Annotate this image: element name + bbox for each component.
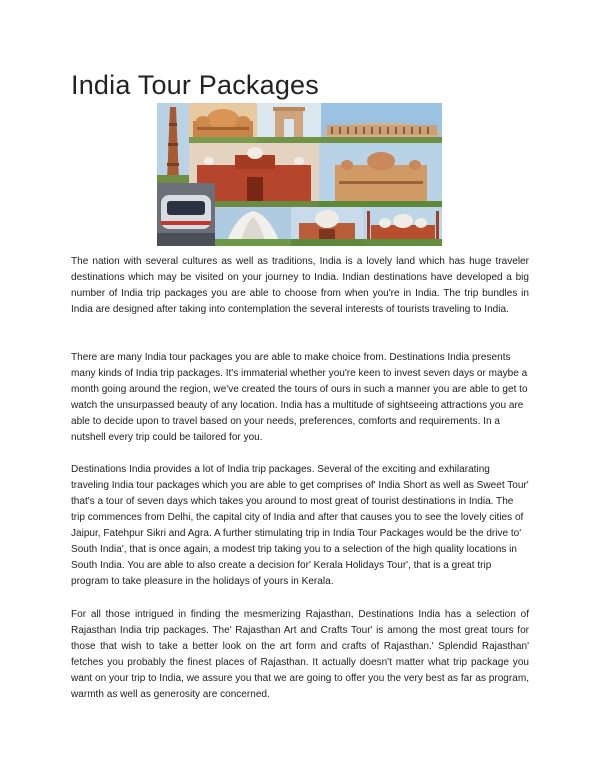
- paragraph-3: Destinations India provides a lot of India trip packages. Several of the exciting and exhilarating traveling India tour packages which you are able to get comprises of' India Short as well as Sweet Tour' that's a tour of seven days which takes you around to most great of tourist destinations in India. The trip commences from Delhi, the capital city of India and after that causes you to see the lovely cities of Jaipur, Fatehpur Sikri and Agra. A further stimulating trip in India Tour Packages would be the drive to' South India', that is once again, a modest trip taking you to a selection of the high quality locations in South India. You are able to also create a decision for' Kerala Holidays Tour', that is a great trip program to take pleasure in the holidays of yours in Kerala.: [71, 464, 529, 588]
- india-gate-tile: [257, 103, 321, 143]
- paragraph-4: For all those intrigued in finding the mesmerizing Rajasthan, Destinations India has a selection of Rajasthan India trip packages. The' Rajasthan Art and Crafts Tour' is among the most great tours for those that wish to take a better look on the art form and crafts of Rajasthan.' Splendid Rajasthan' fetches you probably the finest places of Rajasthan. It actually doesn't matter what trip package you want on your trip to India, we assure you that we are going to offer you the very best as far as program, warmth as well as generosity are concerned.: [71, 609, 529, 701]
- paragraph-1: The nation with several cultures as well as traditions, India is a lovely land which has huge traveler destinations which may be visited on your journey to India. Indian destinations have developed a big number of India trip packages you are able to choose from when you're in India. The trip bundles in India are designed after taking into contemplation the several interests of tourists traveling to India.: [71, 256, 529, 316]
- page-title: India Tour Packages: [71, 70, 319, 100]
- jama-masjid-tile: [363, 207, 442, 246]
- palace-tile: [319, 143, 442, 207]
- parliament-tile: [321, 103, 442, 143]
- humayun-tomb-tile: [291, 207, 363, 246]
- landmarks-collage-image: [157, 103, 442, 246]
- qutub-minar-tile: [157, 103, 189, 183]
- paragraph-2: There are many India tour packages you are able to make choice from. Destinations India presents many kinds of India trip packages. It's immaterial whether you're keen to invest seven days or maybe a month going around the region, we've created the tours of ours in such a manner you are able to get to watch the unsurpassed beauty of any location. India has a multitude of sightseeing attractions you are able to decide upon to travel based on your needs, preferences, comforts and requirements. In a nutshell every trip could be tailored for you.: [71, 352, 528, 444]
- metro-train-tile: [157, 183, 215, 246]
- lotus-temple-tile: [215, 207, 291, 246]
- akshardham-tile: [189, 103, 257, 143]
